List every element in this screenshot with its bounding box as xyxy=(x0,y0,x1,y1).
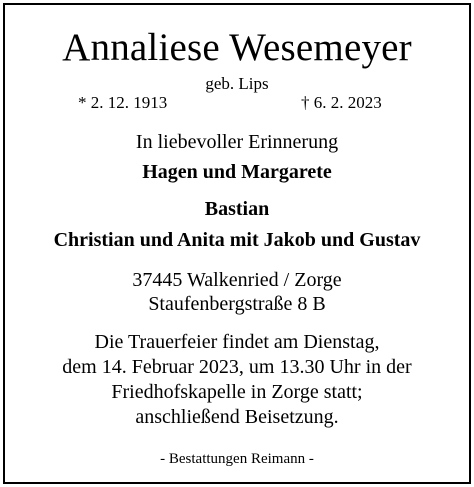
service-text-line: dem 14. Februar 2023, um 13.30 Uhr in der xyxy=(62,356,412,378)
mourner-line: Hagen und Margarete xyxy=(142,161,332,183)
birth-date: * 2. 12. 1913 xyxy=(78,93,168,112)
maiden-name: geb. Lips xyxy=(205,74,269,93)
life-dates xyxy=(5,93,469,113)
service-text-line: anschließend Beisetzung. xyxy=(135,406,339,428)
mourner-line: Bastian xyxy=(204,198,270,220)
deceased-name: Annaliese Wesemeyer xyxy=(62,26,412,69)
address-line: 37445 Walkenried / Zorge xyxy=(132,269,342,291)
service-text-line: Friedhofskapelle in Zorge statt; xyxy=(111,381,363,403)
memory-line: In liebevoller Erinnerung xyxy=(135,131,339,153)
death-date: † 6. 2. 2023 xyxy=(301,93,382,112)
address-line: Staufenbergstraße 8 B xyxy=(148,293,326,315)
undertaker-credit: - Bestattungen Reimann - xyxy=(160,451,314,467)
service-text-line: Die Trauerfeier findet am Dienstag, xyxy=(94,331,380,353)
obituary-notice xyxy=(5,5,469,482)
mourner-line: Christian und Anita mit Jakob und Gustav xyxy=(53,229,421,251)
